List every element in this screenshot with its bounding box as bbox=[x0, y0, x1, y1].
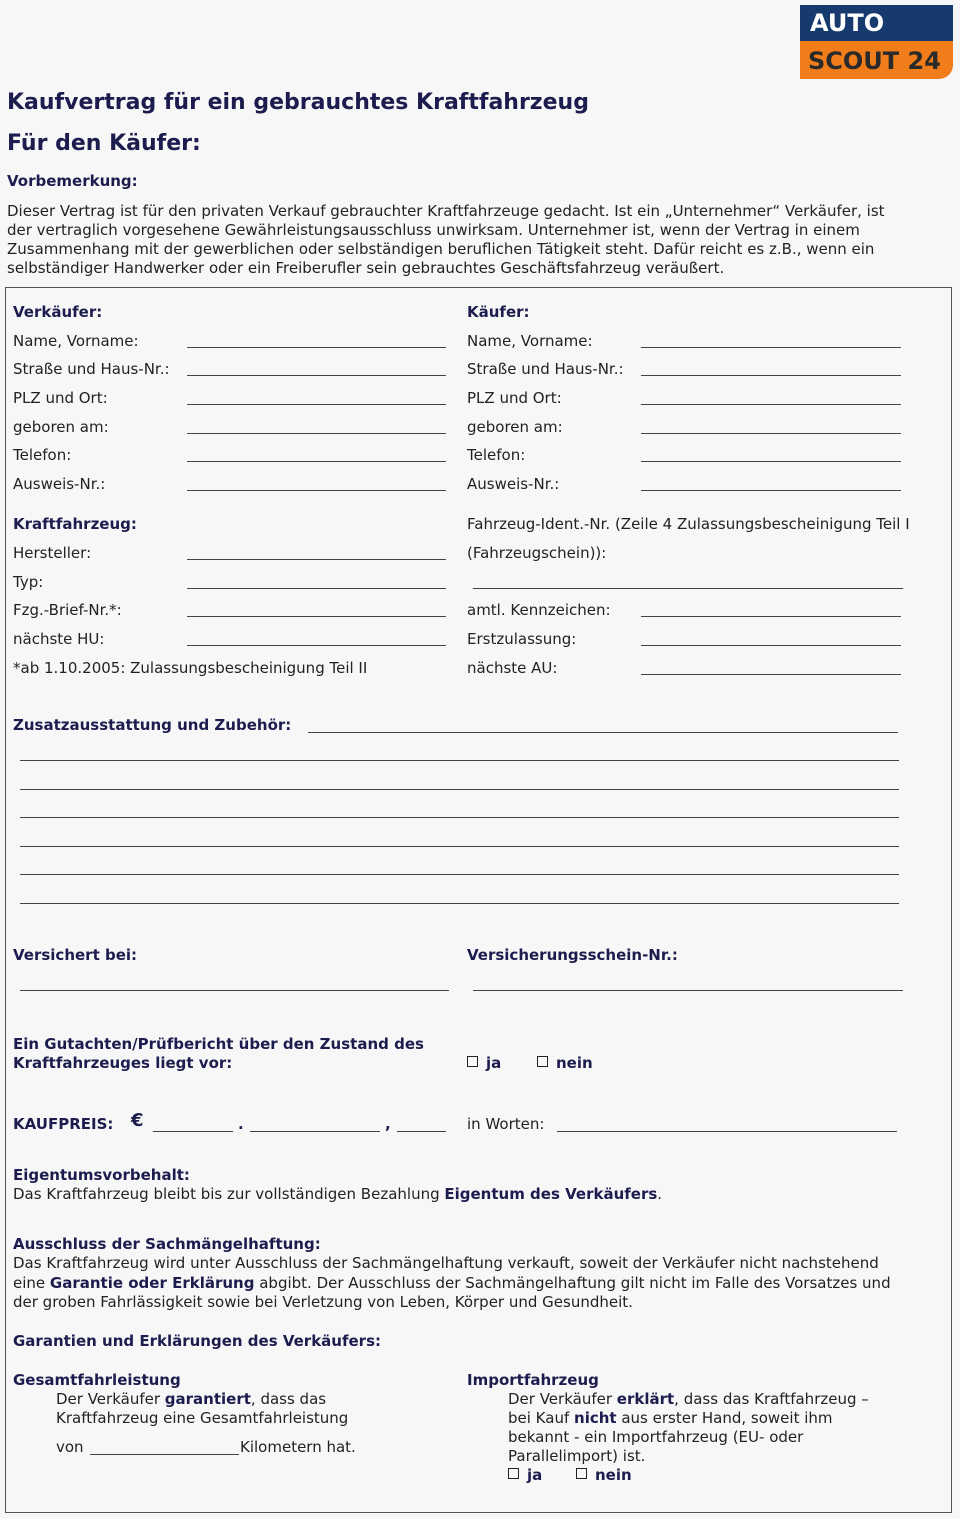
field-input-line[interactable] bbox=[641, 433, 901, 434]
vin-label: Fahrzeug-Ident.-Nr. (Zeile 4 Zulassungsbescheinigung Teil I bbox=[467, 515, 910, 533]
mileage-von: von bbox=[56, 1438, 84, 1456]
logo-line2: SCOUT 24 bbox=[800, 41, 953, 79]
field-label: amtl. Kennzeichen: bbox=[467, 601, 611, 619]
no-label: nein bbox=[595, 1466, 632, 1484]
insurer-label: Versichert bei: bbox=[13, 946, 138, 964]
yes-label: ja bbox=[527, 1466, 543, 1484]
price-cents-field[interactable] bbox=[397, 1131, 446, 1132]
preamble-line: der vertraglich vorgesehene Gewährleistungsausschluss unwirksam. Unternehmer ist, wenn der Vertrag in einem bbox=[7, 221, 860, 239]
preamble-line: Zusammenhang mit der gewerblichen oder selbständigen beruflichen Tätigkeit steht. Dafür reicht es z.B., wenn ein bbox=[7, 240, 875, 258]
field-input-line[interactable] bbox=[641, 674, 901, 675]
field-label: Fzg.-Brief-Nr.*: bbox=[13, 601, 122, 619]
checkbox-icon bbox=[576, 1468, 587, 1479]
import-line: Parallelimport) ist. bbox=[508, 1447, 646, 1465]
seller-heading: Verkäufer: bbox=[13, 303, 103, 321]
price-words-label: in Worten: bbox=[467, 1115, 545, 1133]
price-dot: . bbox=[238, 1115, 244, 1133]
import-no-checkbox[interactable] bbox=[576, 1466, 632, 1484]
field-label: PLZ und Ort: bbox=[467, 389, 562, 407]
report-no-checkbox[interactable] bbox=[537, 1054, 593, 1072]
vehicle-heading: Kraftfahrzeug: bbox=[13, 515, 137, 533]
field-input-line[interactable] bbox=[641, 347, 901, 348]
field-input-line[interactable] bbox=[641, 404, 901, 405]
preamble-line: Dieser Vertrag ist für den privaten Verkauf gebrauchter Kraftfahrzeuge gedacht. Ist ein „Unternehmer“ Verkäufer, ist bbox=[7, 202, 885, 220]
euro-sign: € bbox=[131, 1110, 144, 1131]
checkbox-icon bbox=[537, 1056, 548, 1067]
field-input-line[interactable] bbox=[187, 375, 446, 376]
field-label: Typ: bbox=[13, 573, 44, 591]
report-label: Ein Gutachten/Prüfbericht über den Zustand des bbox=[13, 1035, 424, 1053]
field-label: Name, Vorname: bbox=[467, 332, 593, 350]
field-input-line[interactable] bbox=[187, 461, 446, 462]
field-input-line[interactable] bbox=[641, 616, 901, 617]
field-input-line[interactable] bbox=[187, 559, 446, 560]
field-label: Erstzulassung: bbox=[467, 630, 577, 648]
mileage-field[interactable] bbox=[90, 1454, 239, 1455]
field-input-line[interactable] bbox=[187, 404, 446, 405]
vin-label-2: (Fahrzeugschein)): bbox=[467, 544, 607, 562]
extras-line[interactable] bbox=[20, 789, 899, 790]
import-heading: Importfahrzeug bbox=[467, 1371, 599, 1389]
extras-line[interactable] bbox=[20, 846, 899, 847]
import-line: Der Verkäufer erklärt, dass das Kraftfahrzeug – bbox=[508, 1390, 869, 1408]
insurer-field[interactable] bbox=[20, 990, 449, 991]
exclusion-heading: Ausschluss der Sachmängelhaftung: bbox=[13, 1235, 321, 1253]
report-label-2: Kraftfahrzeuges liegt vor: bbox=[13, 1054, 233, 1072]
price-words-field[interactable] bbox=[557, 1131, 897, 1132]
extras-line[interactable] bbox=[20, 903, 899, 904]
checkbox-icon bbox=[508, 1468, 519, 1479]
extras-line[interactable] bbox=[20, 760, 899, 761]
field-input-line[interactable] bbox=[641, 375, 901, 376]
field-label: nächste AU: bbox=[467, 659, 558, 677]
guarantees-heading: Garantien und Erklärungen des Verkäufers: bbox=[13, 1332, 382, 1350]
field-label: Name, Vorname: bbox=[13, 332, 139, 350]
field-label: PLZ und Ort: bbox=[13, 389, 108, 407]
report-yes-checkbox[interactable] bbox=[467, 1054, 501, 1072]
extras-field[interactable] bbox=[308, 732, 898, 733]
preamble-line: selbständiger Handwerker oder ein Freiberufler sein gebrauchtes Geschäftsfahrzeug veräußert. bbox=[7, 259, 725, 277]
form-box bbox=[5, 287, 952, 1513]
import-line: bei Kauf nicht aus erster Hand, soweit ihm bbox=[508, 1409, 833, 1427]
mileage-line: Der Verkäufer garantiert, dass das bbox=[56, 1390, 327, 1408]
field-label: Hersteller: bbox=[13, 544, 92, 562]
mileage-line: Kraftfahrzeug eine Gesamtfahrleistung bbox=[56, 1409, 349, 1427]
field-label: Telefon: bbox=[13, 446, 72, 464]
field-input-line[interactable] bbox=[187, 616, 446, 617]
price-label: KAUFPREIS: bbox=[13, 1115, 114, 1133]
field-label: geboren am: bbox=[467, 418, 563, 436]
checkbox-icon bbox=[467, 1056, 478, 1067]
preamble-heading: Vorbemerkung: bbox=[7, 172, 138, 190]
field-label: nächste HU: bbox=[13, 630, 105, 648]
field-label: Ausweis-Nr.: bbox=[467, 475, 560, 493]
price-euros-field[interactable] bbox=[250, 1131, 380, 1132]
import-line: bekannt - ein Importfahrzeug (EU- oder bbox=[508, 1428, 804, 1446]
extras-line[interactable] bbox=[20, 817, 899, 818]
ownership-heading: Eigentumsvorbehalt: bbox=[13, 1166, 190, 1184]
field-label: geboren am: bbox=[13, 418, 109, 436]
exclusion-line: Das Kraftfahrzeug wird unter Ausschluss der Sachmängelhaftung verkauft, soweit der Verkäufer nicht nachstehend bbox=[13, 1254, 879, 1272]
field-label: Straße und Haus-Nr.: bbox=[467, 360, 624, 378]
field-input-line[interactable] bbox=[187, 588, 446, 589]
page-title: Kaufvertrag für ein gebrauchtes Kraftfahrzeug bbox=[7, 90, 589, 115]
field-input-line[interactable] bbox=[187, 490, 446, 491]
field-input-line[interactable] bbox=[641, 461, 901, 462]
policy-label: Versicherungsschein-Nr.: bbox=[467, 946, 678, 964]
no-label: nein bbox=[556, 1054, 593, 1072]
field-input-line[interactable] bbox=[641, 490, 901, 491]
exclusion-line: eine Garantie oder Erklärung abgibt. Der Ausschluss der Sachmängelhaftung gilt nicht im Falle des Vorsatzes und bbox=[13, 1274, 891, 1292]
extras-line[interactable] bbox=[20, 874, 899, 875]
yes-label: ja bbox=[486, 1054, 502, 1072]
vin-field[interactable] bbox=[473, 588, 903, 589]
field-input-line[interactable] bbox=[641, 645, 901, 646]
field-label: Straße und Haus-Nr.: bbox=[13, 360, 170, 378]
mileage-heading: Gesamtfahrleistung bbox=[13, 1371, 181, 1389]
price-thousands-field[interactable] bbox=[153, 1131, 233, 1132]
vehicle-footnote: *ab 1.10.2005: Zulassungsbescheinigung Teil II bbox=[13, 659, 368, 677]
field-input-line[interactable] bbox=[187, 645, 446, 646]
mileage-km: Kilometern hat. bbox=[240, 1438, 356, 1456]
autoscout24-logo bbox=[800, 5, 953, 79]
ownership-text: Das Kraftfahrzeug bleibt bis zur vollständigen Bezahlung Eigentum des Verkäufers. bbox=[13, 1185, 663, 1203]
field-label: Ausweis-Nr.: bbox=[13, 475, 106, 493]
field-label: Telefon: bbox=[467, 446, 526, 464]
extras-heading: Zusatzausstattung und Zubehör: bbox=[13, 716, 292, 734]
logo-line1: AUTO bbox=[800, 5, 953, 41]
exclusion-line: der groben Fahrlässigkeit sowie bei Verletzung von Leben, Körper und Gesundheit. bbox=[13, 1293, 633, 1311]
price-comma: , bbox=[385, 1115, 391, 1133]
import-yes-checkbox[interactable] bbox=[508, 1466, 542, 1484]
buyer-heading: Käufer: bbox=[467, 303, 530, 321]
field-input-line[interactable] bbox=[187, 347, 446, 348]
policy-field[interactable] bbox=[473, 990, 903, 991]
field-input-line[interactable] bbox=[187, 433, 446, 434]
page-subtitle: Für den Käufer: bbox=[7, 131, 201, 156]
